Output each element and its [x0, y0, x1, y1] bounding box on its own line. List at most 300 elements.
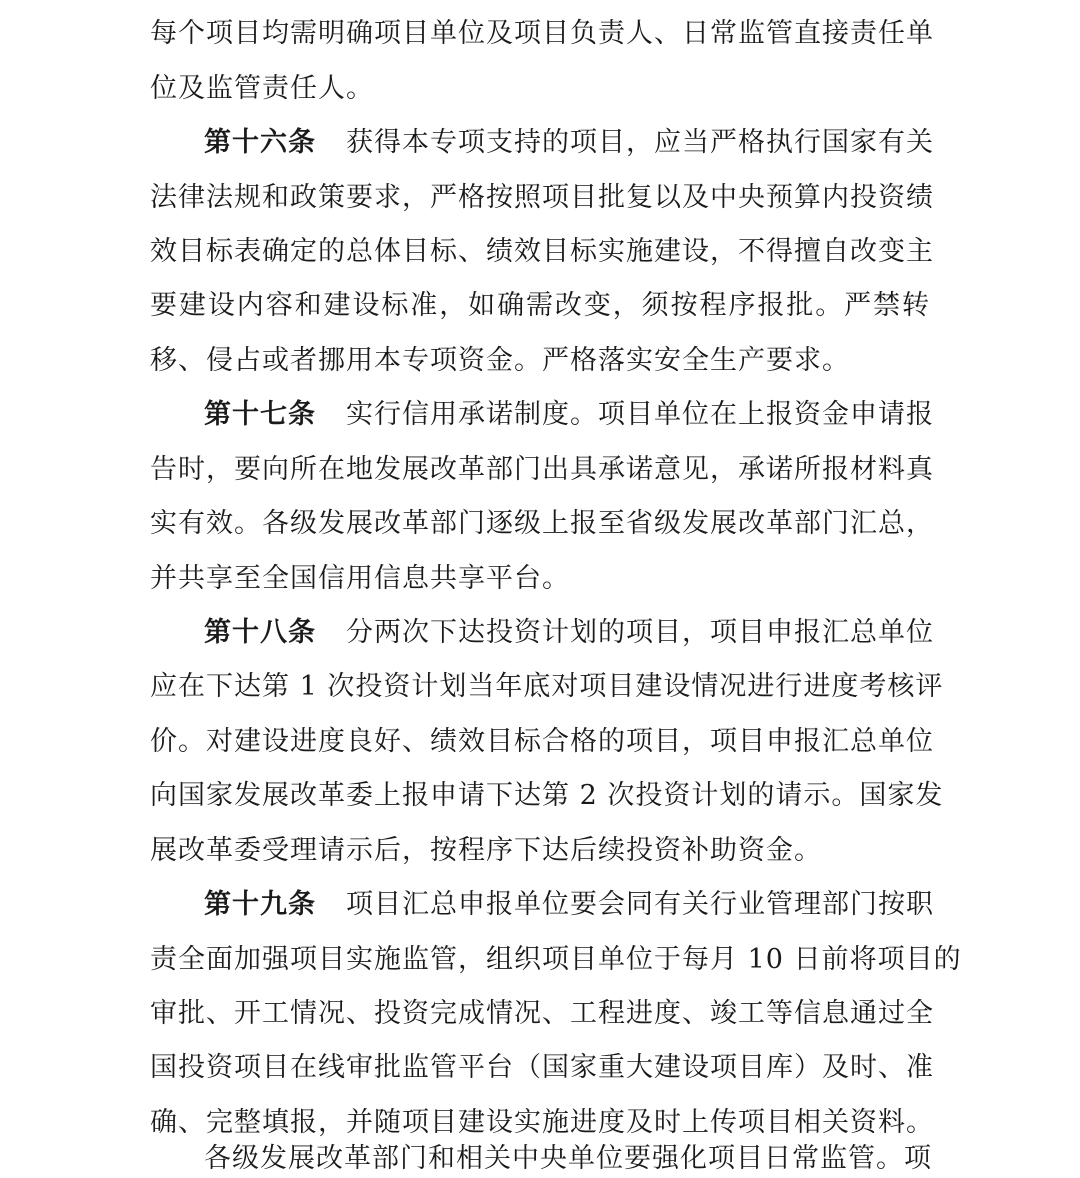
char: 委 — [346, 780, 374, 811]
char: 国 — [150, 1052, 178, 1083]
char: 级 — [514, 508, 542, 539]
char: 关 — [484, 1143, 512, 1174]
char: 按 — [670, 290, 699, 321]
char: 设 — [663, 671, 692, 702]
char: 建 — [654, 236, 682, 267]
char: 绩 — [486, 236, 514, 267]
paragraph-line — [150, 561, 930, 597]
char: 改 — [430, 454, 458, 485]
char: 金 — [822, 399, 850, 430]
char: 。 — [831, 780, 860, 811]
char: 实 — [150, 508, 178, 539]
char: 直 — [794, 18, 822, 49]
paragraph-line — [150, 724, 934, 760]
char: 将 — [849, 944, 878, 975]
char: 发 — [318, 508, 346, 539]
char: 资 — [663, 780, 692, 811]
char: 项 — [514, 18, 542, 49]
char: 单 — [598, 944, 626, 975]
line-text — [346, 887, 934, 923]
char: 年 — [495, 671, 524, 702]
char: 申 — [766, 726, 794, 757]
char: 项 — [626, 726, 654, 757]
char: 持 — [514, 127, 542, 158]
line-text — [150, 180, 934, 216]
article-16-line — [204, 125, 934, 161]
char: 线 — [318, 1052, 346, 1083]
char: 部 — [822, 889, 850, 920]
char: 要 — [346, 182, 374, 213]
char: 各 — [262, 508, 290, 539]
char: 革 — [402, 508, 430, 539]
char: ， — [710, 454, 738, 485]
char: 目 — [402, 236, 430, 267]
char: 门 — [458, 508, 486, 539]
char: 须 — [641, 290, 670, 321]
char: 监 — [820, 1143, 848, 1174]
char: 目 — [542, 236, 570, 267]
char: 具 — [570, 454, 598, 485]
char: ， — [682, 617, 710, 648]
char: 预 — [766, 182, 794, 213]
char: 划 — [570, 617, 598, 648]
char: 总 — [430, 889, 458, 920]
char: 标 — [570, 236, 598, 267]
char: 规 — [234, 182, 262, 213]
char: 底 — [523, 671, 552, 702]
char: 进 — [747, 671, 776, 702]
char: 月 — [710, 944, 738, 975]
char: 申 — [850, 399, 878, 430]
line-text: 展改革委受理请示后，按程序下达后续投资补助资金。 — [150, 835, 822, 866]
char: 行 — [710, 889, 738, 920]
char: 承 — [598, 454, 626, 485]
char: 大 — [626, 1052, 654, 1083]
char: 次 — [327, 671, 356, 702]
char: 台 — [486, 1052, 514, 1083]
line-text — [204, 1141, 930, 1177]
char: 准 — [410, 290, 439, 321]
article-heading: 第十八条 — [204, 617, 316, 648]
char: 改 — [554, 290, 583, 321]
char: 每 — [150, 18, 178, 49]
char: 当 — [467, 671, 496, 702]
char: 负 — [570, 18, 598, 49]
line-text — [150, 16, 934, 52]
char: 有 — [878, 127, 906, 158]
char: 自 — [822, 236, 850, 267]
char: 任 — [878, 18, 906, 49]
char: 确 — [497, 290, 526, 321]
char: 体 — [374, 236, 402, 267]
char: 请 — [878, 399, 906, 430]
char: 划 — [719, 780, 748, 811]
char: 变 — [583, 290, 612, 321]
char: 时 — [178, 454, 206, 485]
char: 合 — [542, 726, 570, 757]
char: 位 — [542, 889, 570, 920]
char: 按 — [486, 182, 514, 213]
char: 发 — [374, 454, 402, 485]
line-text — [150, 778, 944, 814]
char: 目 — [598, 127, 626, 158]
char: 政 — [290, 182, 318, 213]
char: 资 — [878, 182, 906, 213]
char: 常 — [710, 18, 738, 49]
char: 项 — [710, 726, 738, 757]
char: 总 — [346, 236, 374, 267]
paragraph-line — [150, 1050, 934, 1086]
char: 单 — [430, 18, 458, 49]
char: ， — [206, 454, 234, 485]
char: 门 — [822, 508, 850, 539]
char: 严 — [710, 127, 738, 158]
char: 、 — [542, 998, 570, 1029]
char: 目 — [402, 18, 430, 49]
char: 度 — [542, 399, 570, 430]
char: 实 — [598, 236, 626, 267]
char: 律 — [178, 182, 206, 213]
char: 项 — [710, 1052, 738, 1083]
char: 标 — [514, 726, 542, 757]
char: 央 — [540, 1143, 568, 1174]
char: 得 — [374, 127, 402, 158]
char: 目 — [486, 726, 514, 757]
char: 效 — [514, 236, 542, 267]
char: 至 — [598, 508, 626, 539]
char: 况 — [719, 671, 748, 702]
char: 0 — [765, 944, 784, 975]
char: 上 — [374, 780, 402, 811]
char: 明 — [318, 18, 346, 49]
char: 审 — [150, 998, 178, 1029]
char: 时 — [850, 1052, 878, 1083]
char: 成 — [458, 998, 486, 1029]
char: 项 — [458, 127, 486, 158]
char: 目 — [234, 18, 262, 49]
char: 单 — [906, 18, 934, 49]
char: 核 — [887, 671, 916, 702]
char: 见 — [682, 454, 710, 485]
char: 要 — [234, 454, 262, 485]
char: 格 — [738, 127, 766, 158]
char: 度 — [318, 726, 346, 757]
char: 化 — [680, 1143, 708, 1174]
char: 项 — [570, 127, 598, 158]
char: 项 — [206, 18, 234, 49]
char: 、 — [346, 998, 374, 1029]
char: 信 — [402, 399, 430, 430]
char: 进 — [803, 671, 832, 702]
char: 位 — [458, 18, 486, 49]
char: 实 — [346, 399, 374, 430]
char: 展 — [288, 1143, 316, 1174]
char: 行 — [374, 399, 402, 430]
char: 应 — [654, 127, 682, 158]
char: 考 — [859, 671, 888, 702]
char: 、 — [402, 726, 430, 757]
char: 平 — [458, 1052, 486, 1083]
char: 、 — [654, 18, 682, 49]
char: 项 — [290, 944, 318, 975]
char: 建 — [178, 290, 207, 321]
char: 展 — [710, 508, 738, 539]
char: 位 — [906, 617, 934, 648]
char: 总 — [850, 617, 878, 648]
char — [290, 669, 300, 705]
char: 家 — [206, 780, 234, 811]
char: 承 — [458, 399, 486, 430]
char: 目 — [262, 1052, 290, 1083]
char: 总 — [850, 726, 878, 757]
char: 行 — [775, 671, 804, 702]
line-text — [150, 996, 934, 1032]
char: 目 — [374, 889, 402, 920]
char: 投 — [486, 617, 514, 648]
char: 国 — [822, 127, 850, 158]
char: 投 — [374, 998, 402, 1029]
char: 施 — [374, 944, 402, 975]
char: 要 — [150, 290, 178, 321]
char: 和 — [262, 182, 290, 213]
char: ， — [612, 290, 641, 321]
char: 严 — [430, 182, 458, 213]
char: 改 — [290, 780, 318, 811]
char: 织 — [514, 944, 542, 975]
char: 评 — [915, 671, 944, 702]
char: 确 — [346, 18, 374, 49]
char: 容 — [265, 290, 294, 321]
char: 设 — [207, 290, 236, 321]
char: 良 — [346, 726, 374, 757]
char: 目 — [607, 671, 636, 702]
char: 人 — [626, 18, 654, 49]
char: 监 — [402, 1052, 430, 1083]
char: 位 — [682, 399, 710, 430]
article-19-line — [204, 887, 934, 923]
char: 上 — [738, 399, 766, 430]
char: 管 — [848, 1143, 876, 1174]
char: 目 — [738, 617, 766, 648]
char: 主 — [906, 236, 934, 267]
char: 国 — [859, 780, 888, 811]
char: 当 — [682, 127, 710, 158]
char: 投 — [635, 780, 664, 811]
char: 次 — [402, 617, 430, 648]
char: 家 — [887, 780, 916, 811]
char: 投 — [178, 1052, 206, 1083]
char: 复 — [626, 182, 654, 213]
char: 程 — [699, 290, 728, 321]
char: 诺 — [486, 399, 514, 430]
char: 国 — [178, 780, 206, 811]
char: 相 — [456, 1143, 484, 1174]
char: 效 — [206, 508, 234, 539]
char: 部 — [794, 508, 822, 539]
char: 管 — [430, 944, 458, 975]
char: 项 — [234, 1052, 262, 1083]
char: 工 — [738, 998, 766, 1029]
paragraph-line — [150, 506, 934, 542]
paragraph-line — [150, 942, 962, 978]
char: 革 — [318, 780, 346, 811]
char: 对 — [551, 671, 580, 702]
char: 批 — [374, 1052, 402, 1083]
char: 转 — [901, 290, 930, 321]
char: 管 — [430, 1052, 458, 1083]
char: 达 — [234, 671, 262, 702]
line-text — [150, 724, 934, 760]
char: 重 — [598, 1052, 626, 1083]
char: 报 — [794, 726, 822, 757]
char: 信 — [794, 998, 822, 1029]
paragraph-line — [150, 343, 930, 379]
line-text — [346, 397, 934, 433]
char: 表 — [234, 236, 262, 267]
char: 绩 — [906, 182, 934, 213]
article-heading: 第十九条 — [204, 889, 316, 920]
char: 地 — [346, 454, 374, 485]
char: 在 — [178, 671, 206, 702]
char: 同 — [626, 889, 654, 920]
char: 个 — [178, 18, 206, 49]
char — [738, 942, 748, 978]
char — [598, 778, 608, 814]
char: 设 — [682, 1052, 710, 1083]
char: 情 — [691, 671, 720, 702]
char: 材 — [850, 454, 878, 485]
char: 料 — [878, 454, 906, 485]
char: （ — [514, 1052, 542, 1083]
char: 批 — [598, 182, 626, 213]
char: 位 — [906, 726, 934, 757]
char: 、 — [878, 1052, 906, 1083]
char: 。 — [178, 726, 206, 757]
char: 的 — [318, 236, 346, 267]
char: 。 — [815, 290, 844, 321]
char: 。 — [570, 399, 598, 430]
char: 上 — [542, 508, 570, 539]
char: 于 — [654, 944, 682, 975]
char: 门 — [514, 454, 542, 485]
char: 责 — [850, 18, 878, 49]
char: 单 — [514, 889, 542, 920]
char: 照 — [514, 182, 542, 213]
char: 下 — [206, 671, 234, 702]
char: 家 — [570, 1052, 598, 1083]
char: ） — [794, 1052, 822, 1083]
char: 以 — [654, 182, 682, 213]
char: 所 — [794, 454, 822, 485]
char: 需 — [525, 290, 554, 321]
char: 设 — [352, 290, 381, 321]
char: 目 — [542, 18, 570, 49]
char: 的 — [598, 726, 626, 757]
char: 对 — [206, 726, 234, 757]
char: 加 — [234, 944, 262, 975]
char: 制 — [514, 399, 542, 430]
char: 算 — [794, 182, 822, 213]
char: 执 — [766, 127, 794, 158]
char: 报 — [906, 399, 934, 430]
char: 职 — [906, 889, 934, 920]
char: 计 — [542, 617, 570, 648]
char: 展 — [262, 780, 290, 811]
char: 竣 — [710, 998, 738, 1029]
char: 及 — [822, 1052, 850, 1083]
char: 单 — [568, 1143, 596, 1174]
char: ， — [402, 182, 430, 213]
char: 法 — [206, 182, 234, 213]
char: 行 — [794, 127, 822, 158]
char: 达 — [514, 780, 542, 811]
char: 央 — [738, 182, 766, 213]
char: 强 — [652, 1143, 680, 1174]
char: 报 — [794, 617, 822, 648]
char: 意 — [654, 454, 682, 485]
line-text — [346, 615, 934, 651]
article-18-line — [204, 615, 934, 651]
char: 单 — [878, 617, 906, 648]
char: 部 — [430, 508, 458, 539]
char: 总 — [878, 508, 906, 539]
char: 计 — [411, 671, 440, 702]
char: 工 — [570, 998, 598, 1029]
char: 通 — [850, 998, 878, 1029]
char: 情 — [486, 998, 514, 1029]
char: 改 — [374, 508, 402, 539]
char: 均 — [262, 18, 290, 49]
char: 两 — [374, 617, 402, 648]
char: 管 — [766, 889, 794, 920]
paragraph-line — [150, 234, 934, 270]
char: 策 — [318, 182, 346, 213]
char: 关 — [906, 127, 934, 158]
char: 单 — [878, 726, 906, 757]
char: 情 — [290, 998, 318, 1029]
char: 改 — [850, 236, 878, 267]
char: 级 — [290, 508, 318, 539]
char: 部 — [486, 454, 514, 485]
char: 向 — [150, 780, 178, 811]
char: 。 — [234, 508, 262, 539]
char: 分 — [346, 617, 374, 648]
char: 全 — [906, 998, 934, 1029]
char: 展 — [402, 454, 430, 485]
char: 要 — [624, 1143, 652, 1174]
char: 资 — [383, 671, 412, 702]
char: 审 — [346, 1052, 374, 1083]
char: 得 — [766, 236, 794, 267]
char: 格 — [570, 726, 598, 757]
char: 法 — [150, 182, 178, 213]
char: 1 — [747, 944, 766, 975]
char: 及 — [682, 182, 710, 213]
char: 目 — [626, 399, 654, 430]
char: 所 — [290, 454, 318, 485]
char: 投 — [850, 182, 878, 213]
char: 革 — [458, 454, 486, 485]
char: 级 — [232, 1143, 260, 1174]
char: 项 — [877, 944, 906, 975]
char: 常 — [792, 1143, 820, 1174]
char: 项 — [626, 617, 654, 648]
char: 告 — [150, 454, 178, 485]
char: 标 — [206, 236, 234, 267]
char: 目 — [318, 944, 346, 975]
char: 专 — [430, 127, 458, 158]
char: 的 — [933, 944, 962, 975]
